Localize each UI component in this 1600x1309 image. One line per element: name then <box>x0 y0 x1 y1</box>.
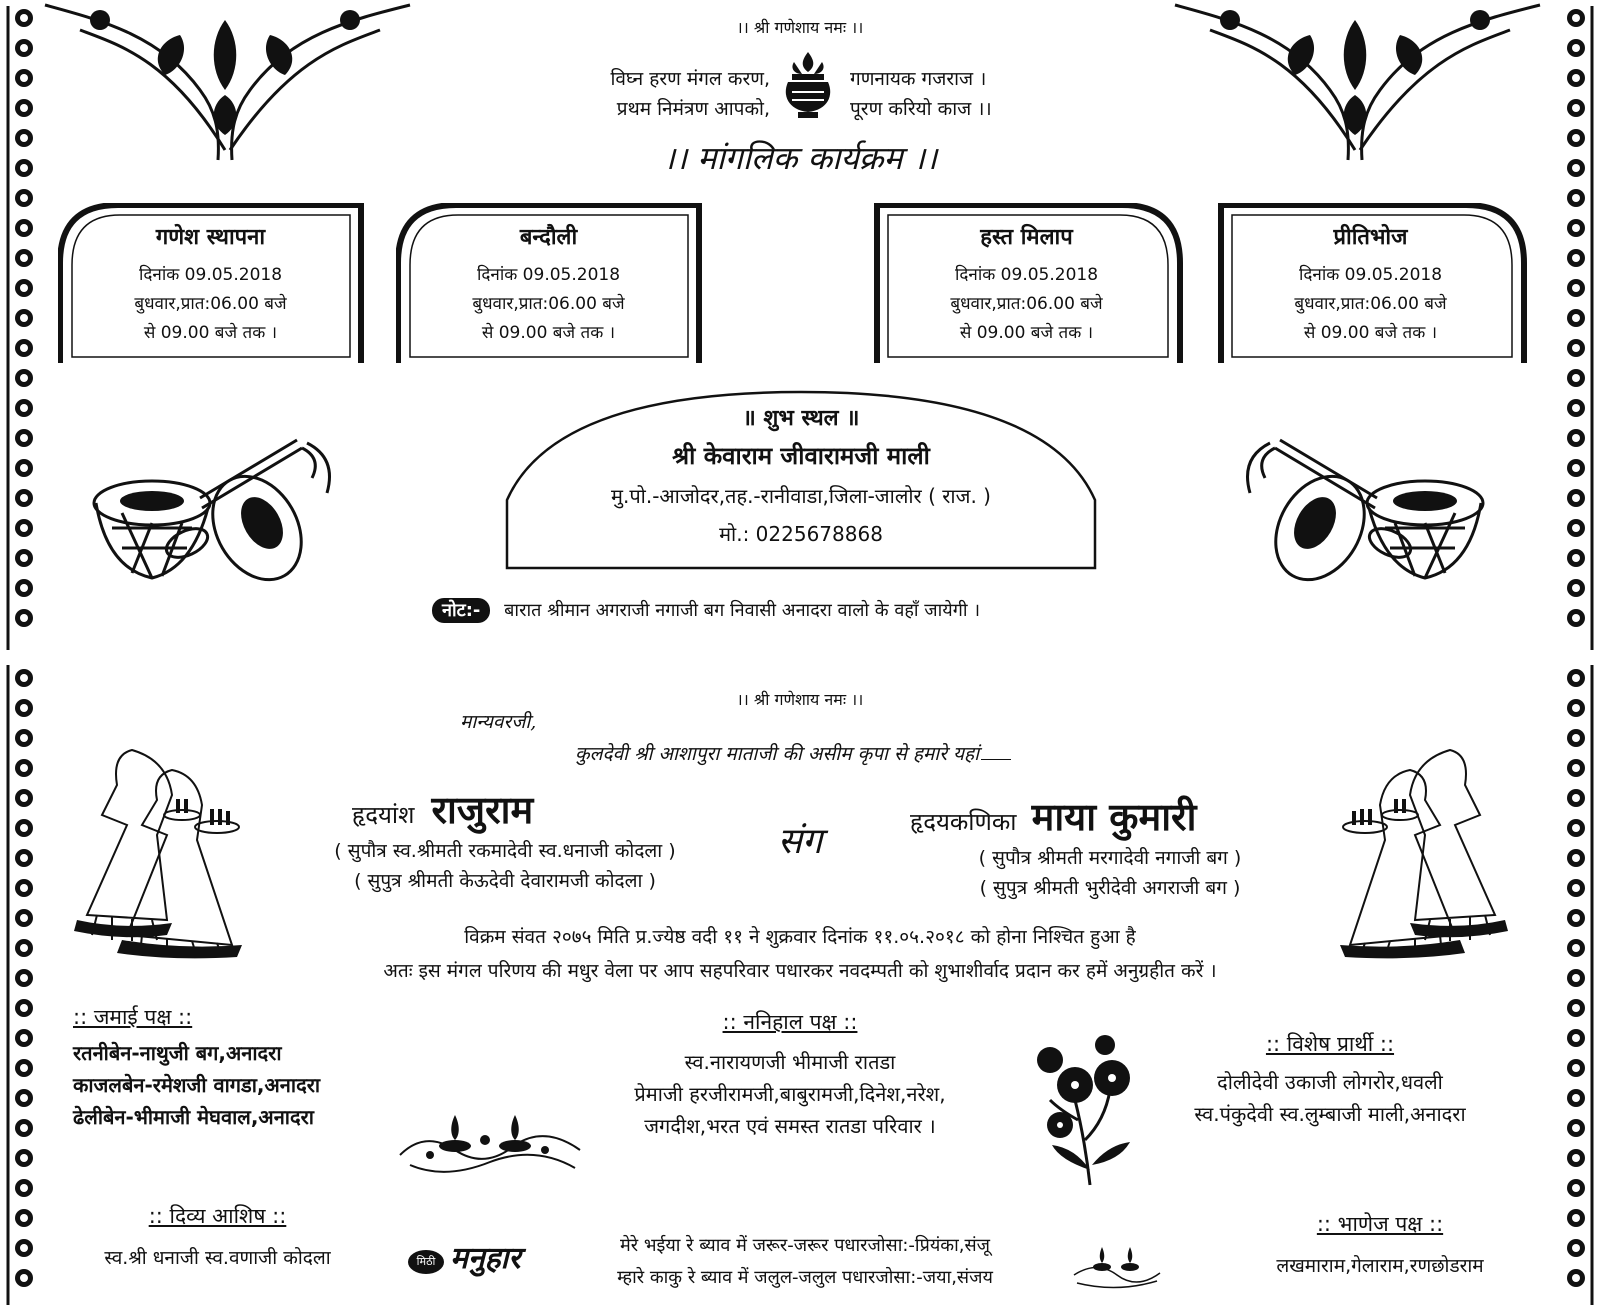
border-dot-center <box>20 794 28 802</box>
border-dot-center <box>1572 1214 1580 1222</box>
groom-name: राजुराम <box>431 788 534 832</box>
bhanej-heading: :: भाणेज पक्ष :: <box>1316 1212 1444 1236</box>
border-dot-center <box>20 14 28 22</box>
border-dot-center <box>1572 884 1580 892</box>
verse-right-line-2: पूरण करियो काज ।। <box>850 98 992 120</box>
manuhar-line-1: मेरे भईया रे ब्याव में जरूर-जरूर पधारजोसा:-प्रियंका,संजू <box>619 1235 991 1256</box>
request-line: अतः इस मंगल परिणय की मधुर वेला पर आप सहपरिवार पधारकर नवदम्पती को शुभाशीर्वाद प्रदान कर हमें अनुग्रहीत करें । <box>383 960 1217 982</box>
border-dot-center <box>20 104 28 112</box>
border-dot-center <box>1572 1274 1580 1282</box>
women-with-lamps-icon <box>72 745 247 960</box>
jamai-heading: :: जमाई पक्ष :: <box>73 1005 193 1029</box>
border-dot-center <box>20 614 28 622</box>
note-row <box>432 598 1192 622</box>
nanihal-line: जगदीश,भरत एवं समस्त रातडा परिवार । <box>644 1114 936 1138</box>
event-card-pritibhoj <box>1218 203 1523 368</box>
right-dot-border <box>1554 0 1600 1309</box>
vishesh-line: स्व.पंकुदेवी स्व.लुम्बाजी माली,अनादरा <box>1194 1102 1466 1126</box>
blessing-text: कुलदेवी श्री आशापुरा माताजी की असीम कृपा से हमारे यहां <box>575 743 980 765</box>
border-dot-center <box>1572 614 1580 622</box>
border-dot-center <box>1572 374 1580 382</box>
vishesh-line: दोलीदेवी उकाजी लोगरोर,धवली <box>1217 1070 1443 1094</box>
border-dot-center <box>20 434 28 442</box>
verse-left-line-1: विघ्न हरण मंगल करण, <box>610 68 770 90</box>
bride-heading <box>910 790 1340 842</box>
border-dot-center <box>20 914 28 922</box>
border-dot-center <box>20 1064 28 1072</box>
event-title: बन्दौली <box>519 225 578 250</box>
border-dot-center <box>1572 764 1580 772</box>
border-dot-center <box>1572 14 1580 22</box>
border-dot-center <box>20 734 28 742</box>
border-dot-center <box>1572 494 1580 502</box>
paisley-corner-icon <box>40 0 420 165</box>
blessing-line <box>575 740 1011 766</box>
venue-name: श्री केवाराम जीवारामजी माली <box>672 442 930 470</box>
border-dot-center <box>20 1184 28 1192</box>
border-dot-center <box>20 1124 28 1132</box>
venue-box <box>505 402 1097 552</box>
groom-line-2: ( सुपुत्र श्रीमती केऊदेवी देवारामजी कोदला ) <box>354 870 656 892</box>
border-dot-center <box>1572 1184 1580 1192</box>
border-dot-center <box>20 764 28 772</box>
salutation: मान्यवरजी, <box>460 711 537 733</box>
verse-left <box>520 64 770 124</box>
event-card-bandauli <box>396 203 701 368</box>
border-dot-center <box>1572 794 1580 802</box>
nanihal-line: प्रेमाजी हरजीरामजी,बाबुरामजी,दिनेश,नरेश, <box>634 1082 946 1106</box>
border-dot-center <box>20 824 28 832</box>
nanihal-section <box>590 1008 990 1142</box>
border-dot-center <box>1572 464 1580 472</box>
note-label: नोट:- <box>432 598 490 623</box>
border-dot-center <box>1572 44 1580 52</box>
border-dot-center <box>20 554 28 562</box>
border-dot-center <box>1572 224 1580 232</box>
border-dot-center <box>20 584 28 592</box>
groom-line-1: ( सुपौत्र स्व.श्रीमती रकमादेवी स्व.धनाजी कोदला ) <box>334 840 676 862</box>
border-dot-center <box>1572 854 1580 862</box>
border-dot-center <box>1572 914 1580 922</box>
border-dot-center <box>1572 254 1580 262</box>
border-dot-center <box>1572 1004 1580 1012</box>
border-dot-center <box>20 284 28 292</box>
border-dot-center <box>20 254 28 262</box>
border-dot-center <box>20 1004 28 1012</box>
jamai-line: ढेलीबेन-भीमाजी मेघवाल,अनादरा <box>73 1105 314 1129</box>
event-title: गणेश स्थापना <box>155 225 266 250</box>
bride-line-2: ( सुपुत्र श्रीमती भुरीदेवी अगराजी बग ) <box>979 877 1241 899</box>
groom-parents <box>270 836 740 896</box>
event-title: हस्त मिलाप <box>980 225 1073 250</box>
manuhar-lines <box>575 1230 1035 1294</box>
event-card-hast-milap <box>874 203 1179 368</box>
border-dot-center <box>20 464 28 472</box>
border-dot-center <box>1572 104 1580 112</box>
border-dot-center <box>20 884 28 892</box>
manuhar-logo <box>408 1236 558 1282</box>
manuhar-line-2: म्हारे काकु रे ब्याव में जलुल-जलुल पधारजोसा:-जया,संजय <box>617 1267 993 1288</box>
note-text: बारात श्रीमान अगराजी नगाजी बग निवासी अनादरा वालो के वहाँ जायेगी । <box>504 600 981 621</box>
border-dot-center <box>1572 1124 1580 1132</box>
manuhar-small: मिठी <box>408 1250 444 1274</box>
divya-section <box>75 1202 360 1270</box>
border-dot-center <box>1572 434 1580 442</box>
event-day-time: बुधवार,प्रात:06.00 बजे <box>1294 294 1447 314</box>
border-dot-center <box>20 224 28 232</box>
event-day-time: बुधवार,प्रात:06.00 बजे <box>134 294 287 314</box>
border-dot-center <box>20 974 28 982</box>
bride-parents <box>910 843 1310 903</box>
border-dot-center <box>1572 164 1580 172</box>
women-with-lamps-icon <box>1335 745 1510 960</box>
event-date: दिनांक 09.05.2018 <box>138 265 283 285</box>
bride-line-1: ( सुपौत्र श्रीमती मरगादेवी नगाजी बग ) <box>978 847 1242 869</box>
event-date: दिनांक 09.05.2018 <box>476 265 621 285</box>
bhanej-text: लखमाराम,गेलाराम,रणछोडराम <box>1276 1255 1484 1277</box>
program-title: ।। मांगलिक कार्यक्रम ।। <box>662 139 938 177</box>
verse-right-line-1: गणनायक गजराज । <box>850 68 987 90</box>
border-dot-center <box>20 524 28 532</box>
border-dot-center <box>20 1154 28 1162</box>
diya-ornament-icon <box>395 1110 585 1180</box>
border-dot-center <box>20 74 28 82</box>
border-dot-center <box>1572 554 1580 562</box>
border-dot-center <box>1572 674 1580 682</box>
invitation-invocation: ।। श्री गणेशाय नमः ।। <box>736 690 864 709</box>
border-dot-center <box>20 344 28 352</box>
divya-text: स्व.श्री धनाजी स्व.वणाजी कोदला <box>104 1247 331 1269</box>
event-until: से 09.00 बजे तक । <box>143 323 278 343</box>
border-dot-center <box>20 314 28 322</box>
event-title: प्रीतिभोज <box>1333 225 1408 250</box>
jamai-line: काजलबेन-रमेशजी वागडा,अनादरा <box>73 1073 321 1097</box>
border-dot-center <box>1572 314 1580 322</box>
border-dot-center <box>1572 824 1580 832</box>
border-dot-center <box>20 44 28 52</box>
paisley-corner-icon <box>1170 0 1550 165</box>
border-dot-center <box>20 374 28 382</box>
manuhar-big: मनुहार <box>450 1241 521 1276</box>
header-invocation: ।। श्री गणेशाय नमः ।। <box>736 18 864 37</box>
invitation-text <box>300 920 1300 988</box>
event-until: से 09.00 बजे तक । <box>959 323 1094 343</box>
diya-ornament-icon <box>1072 1245 1162 1290</box>
border-dot-center <box>1572 74 1580 82</box>
border-dot-center <box>20 1094 28 1102</box>
border-dot-center <box>20 1274 28 1282</box>
border-dot-center <box>1572 734 1580 742</box>
jamai-line: रतनीबेन-नाथुजी बग,अनादरा <box>73 1041 282 1065</box>
border-dot-center <box>1572 974 1580 982</box>
border-dot-center <box>1572 524 1580 532</box>
border-dot-center <box>1572 584 1580 592</box>
border-dot-center <box>1572 1154 1580 1162</box>
nanihal-heading: :: ननिहाल पक्ष :: <box>722 1010 858 1034</box>
border-dot-center <box>20 134 28 142</box>
jamai-section <box>73 1003 320 1133</box>
groom-prefix: हृदयांश <box>352 801 415 829</box>
sang-symbol: संग <box>777 821 823 862</box>
border-dot-center <box>20 944 28 952</box>
bride-name: माया कुमारी <box>1031 795 1197 839</box>
border-dot-center <box>1572 1064 1580 1072</box>
border-dot-center <box>20 704 28 712</box>
border-dot-center <box>20 494 28 502</box>
border-dot-center <box>20 1244 28 1252</box>
border-dot-center <box>1572 194 1580 202</box>
border-dot-center <box>20 1034 28 1042</box>
border-dot-center <box>20 854 28 862</box>
border-dot-center <box>1572 284 1580 292</box>
border-dot-center <box>20 674 28 682</box>
verse-left-line-2: प्रथम निमंत्रण आपको, <box>616 98 770 120</box>
kalash-icon <box>780 50 836 120</box>
border-dot-center <box>1572 404 1580 412</box>
border-dot-center <box>1572 704 1580 712</box>
date-line: विक्रम संवत २०७५ मिति प्र.ज्येष्ठ वदी ११ ने शुक्रवार दिनांक ११.०५.२०१८ को होना निश्चित हुआ है <box>464 926 1136 948</box>
event-until: से 09.00 बजे तक । <box>1303 323 1438 343</box>
bride-prefix: हृदयकणिका <box>910 808 1017 836</box>
border-dot-center <box>20 164 28 172</box>
border-dot-center <box>20 404 28 412</box>
border-dot-center <box>1572 1244 1580 1252</box>
dhol-shehnai-icon <box>1235 438 1485 598</box>
divya-heading: :: दिव्य आशिष :: <box>148 1204 287 1228</box>
event-date: दिनांक 09.05.2018 <box>954 265 1099 285</box>
border-dot-center <box>1572 1034 1580 1042</box>
venue-heading: ॥ शुभ स्थल ॥ <box>742 406 860 431</box>
venue-phone: मो.: 0225678868 <box>719 522 883 546</box>
border-dot-center <box>1572 944 1580 952</box>
vishesh-heading: :: विशेष प्रार्थी :: <box>1265 1032 1395 1056</box>
flower-icon <box>1030 1030 1150 1190</box>
border-dot-center <box>20 1214 28 1222</box>
event-day-time: बुधवार,प्रात:06.00 बजे <box>472 294 625 314</box>
vishesh-section <box>1165 1030 1495 1130</box>
event-until: से 09.00 बजे तक । <box>481 323 616 343</box>
border-dot-center <box>20 194 28 202</box>
verse-right <box>850 64 1100 124</box>
border-dot-center <box>1572 1094 1580 1102</box>
left-dot-border <box>0 0 46 1309</box>
border-dot-center <box>1572 344 1580 352</box>
blessing-underline <box>981 759 1011 760</box>
dhol-shehnai-icon <box>92 438 342 598</box>
event-card-ganesh-sthapana <box>58 203 363 368</box>
event-day-time: बुधवार,प्रात:06.00 बजे <box>950 294 1103 314</box>
event-date: दिनांक 09.05.2018 <box>1298 265 1443 285</box>
venue-address: मु.पो.-आजोदर,तह.-रानीवाडा,जिला-जालोर ( राज. ) <box>611 484 991 508</box>
bhanej-section <box>1240 1210 1520 1278</box>
border-dot-center <box>1572 134 1580 142</box>
groom-heading <box>352 783 732 835</box>
nanihal-line: स्व.नारायणजी भीमाजी रातडा <box>684 1050 896 1074</box>
